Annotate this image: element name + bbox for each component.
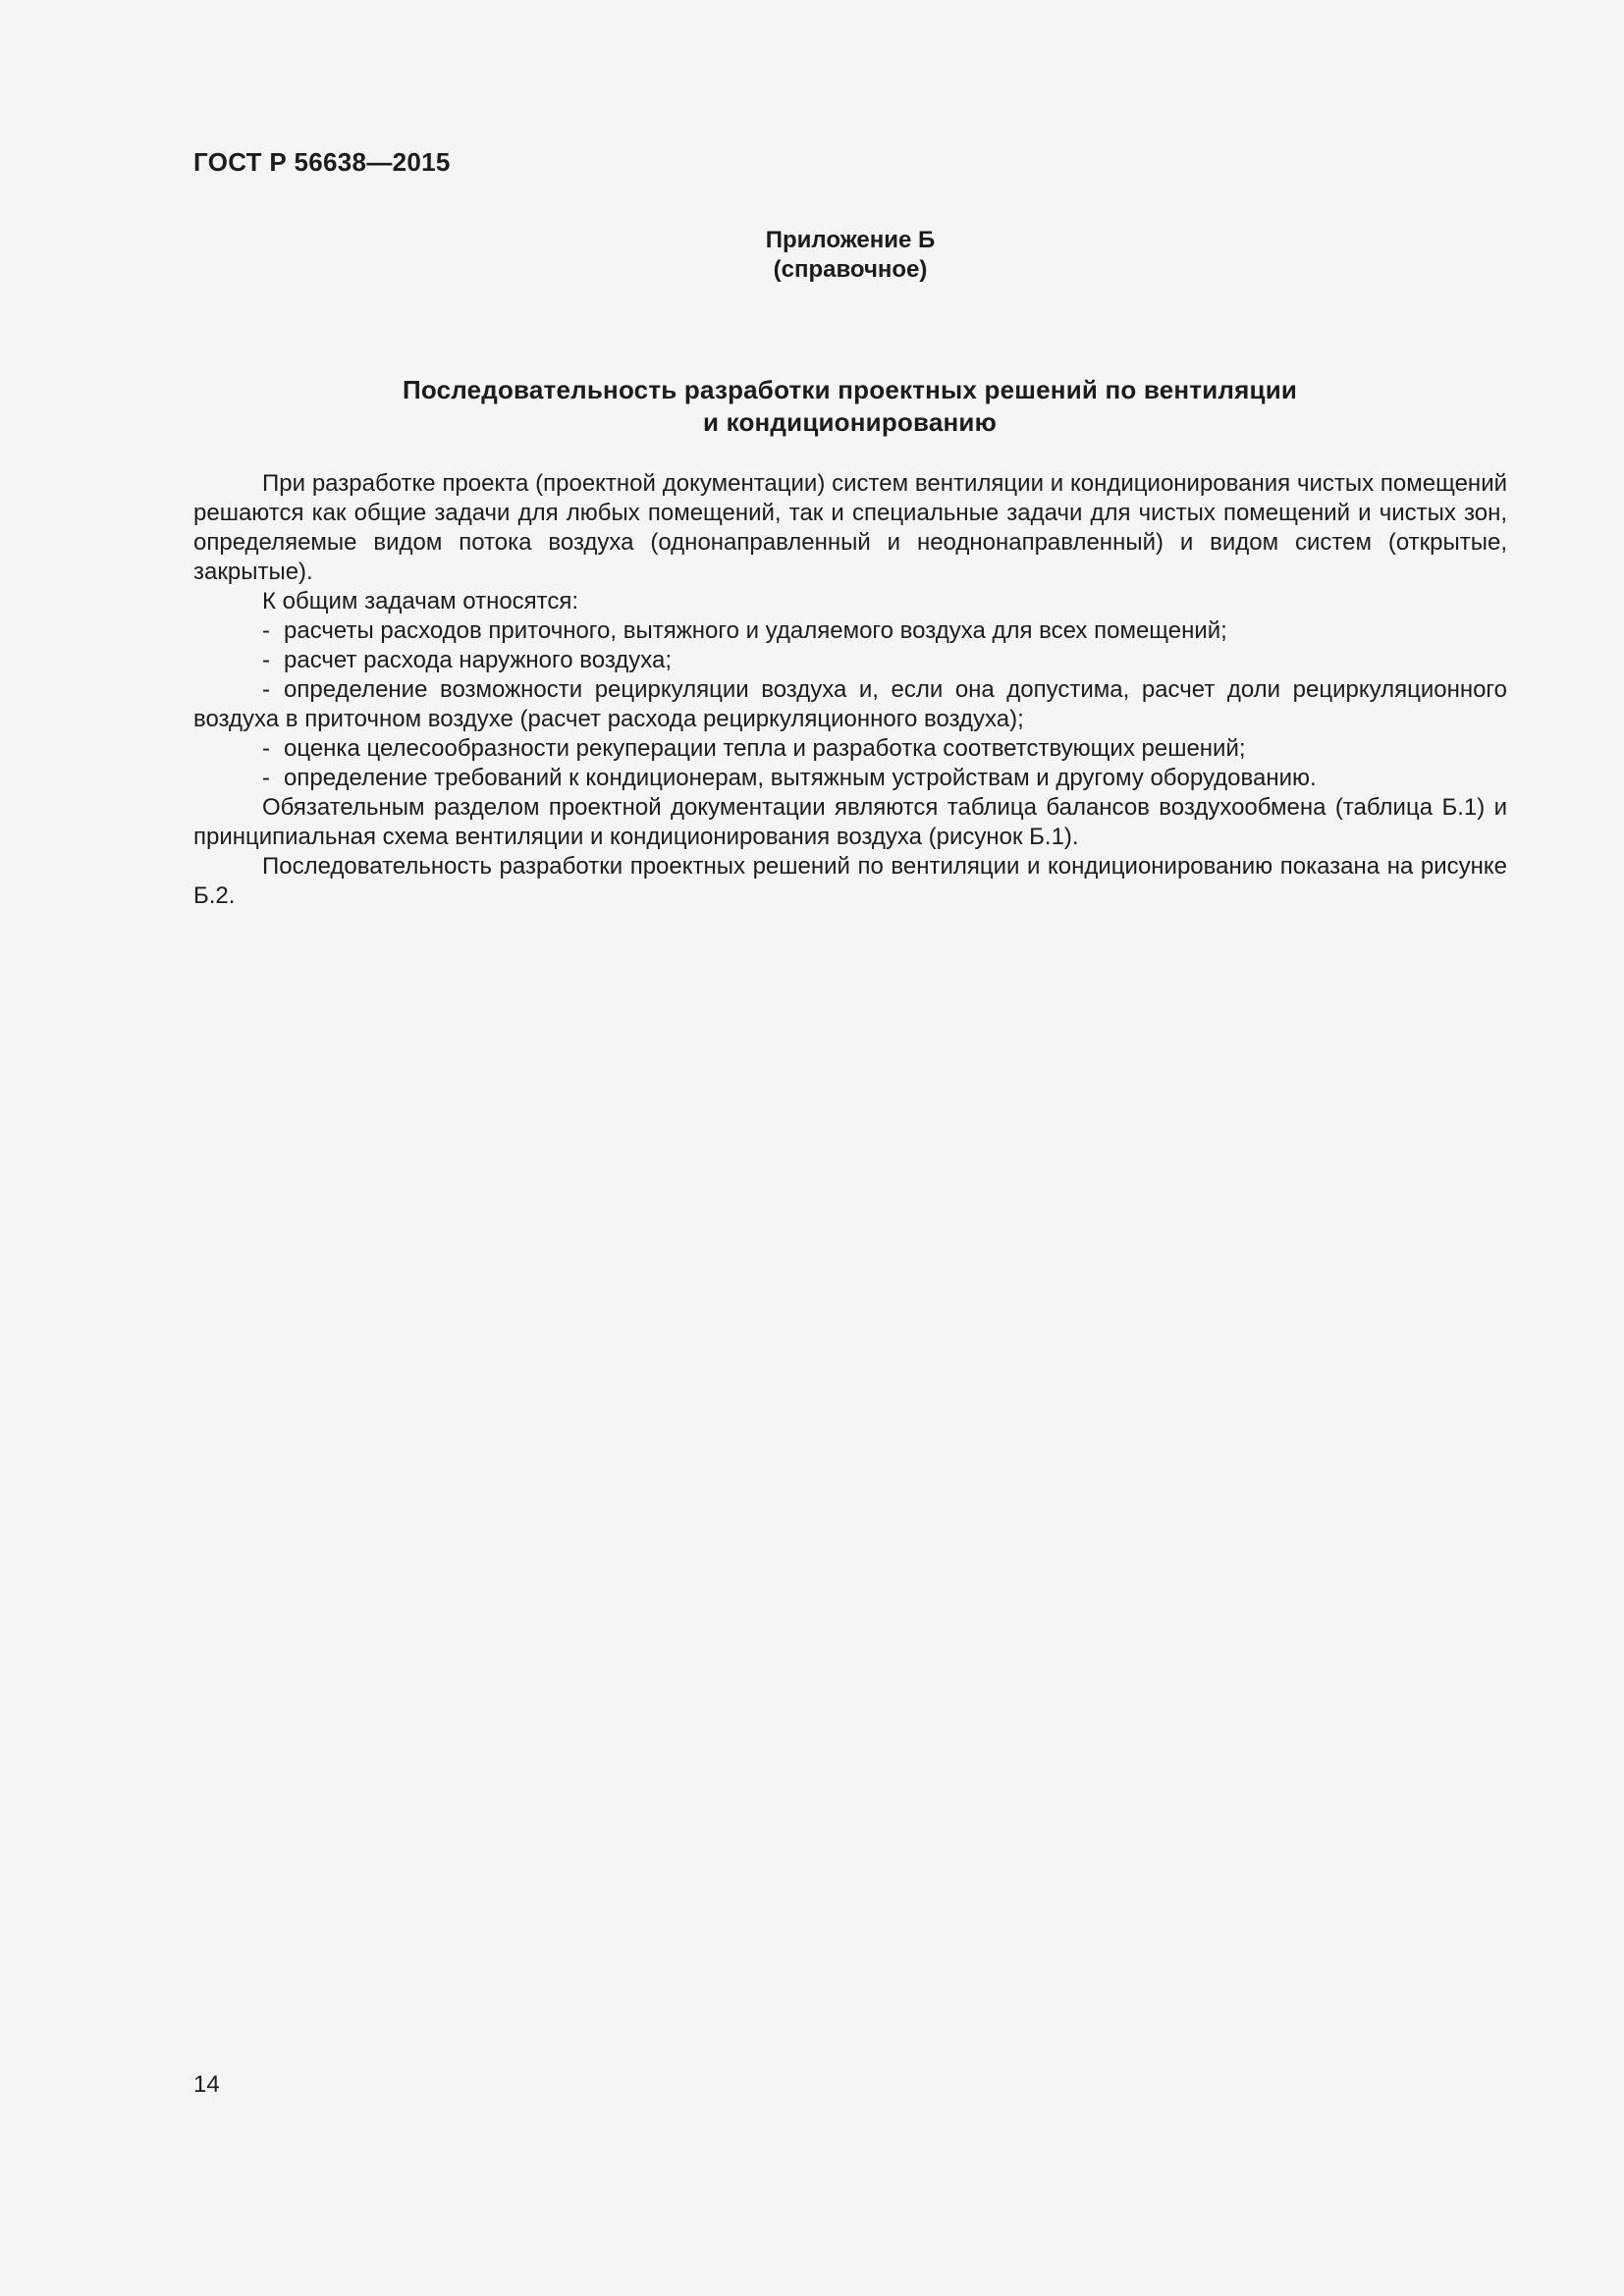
list-marker: - bbox=[262, 765, 270, 791]
page-number: 14 bbox=[193, 2071, 220, 2098]
list-item bbox=[193, 646, 1507, 675]
documentation-paragraph: Обязательным разделом проектной документации являются таблица балансов воздухообмена (таблица Б.1) и принципиальная схема вентиляции и кондиционирования воздуха (рисунок Б.1). bbox=[193, 794, 1507, 850]
list-item-text: оценка целесообразности рекуперации тепла и разработка соответствующих решений; bbox=[284, 735, 1246, 762]
list-intro-paragraph: К общим задачам относятся: bbox=[262, 588, 579, 614]
appendix-title: Приложение Б bbox=[765, 227, 936, 253]
intro-paragraph: При разработке проекта (проектной документации) систем вентиляции и кондиционирования чистых помещений решаются как общие задачи для любых помещений, так и специальные задачи для чистых помещений и чистых зон, определяемые видом потока воздуха (однонаправленный и неоднонаправленный) и видом систем (открытые, закрытые). bbox=[193, 470, 1507, 585]
list-marker: - bbox=[262, 676, 270, 703]
list-item-text: определение возможности рециркуляции воздуха и, если она допустима, расчет доли рециркуляционного воздуха в приточном воздухе (расчет расхода рециркуляционного воздуха); bbox=[193, 676, 1507, 732]
list-item bbox=[193, 734, 1507, 764]
list-item bbox=[193, 675, 1507, 734]
list-marker: - bbox=[262, 647, 270, 673]
standard-code: ГОСТ Р 56638—2015 bbox=[193, 147, 451, 177]
list-item bbox=[193, 616, 1507, 646]
list-marker: - bbox=[262, 735, 270, 762]
section-title-line-1: Последовательность разработки проектных решений по вентиляции bbox=[402, 375, 1298, 404]
list-marker: - bbox=[262, 617, 270, 644]
appendix-heading bbox=[550, 226, 1151, 285]
list-item-text: определение требований к кондиционерам, вытяжным устройствам и другому оборудованию. bbox=[284, 765, 1317, 791]
section-title-line-2: и кондиционированию bbox=[702, 407, 998, 437]
section-title bbox=[255, 374, 1444, 439]
list-item-text: расчет расхода наружного воздуха; bbox=[284, 647, 673, 673]
list-item bbox=[193, 764, 1507, 793]
appendix-subtitle: (справочное) bbox=[773, 256, 928, 283]
list-item-text: расчеты расходов приточного, вытяжного и удаляемого воздуха для всех помещений; bbox=[284, 617, 1227, 644]
sequence-paragraph: Последовательность разработки проектных решений по вентиляции и кондиционированию показана на рисунке Б.2. bbox=[193, 853, 1507, 909]
body-text bbox=[193, 469, 1507, 911]
